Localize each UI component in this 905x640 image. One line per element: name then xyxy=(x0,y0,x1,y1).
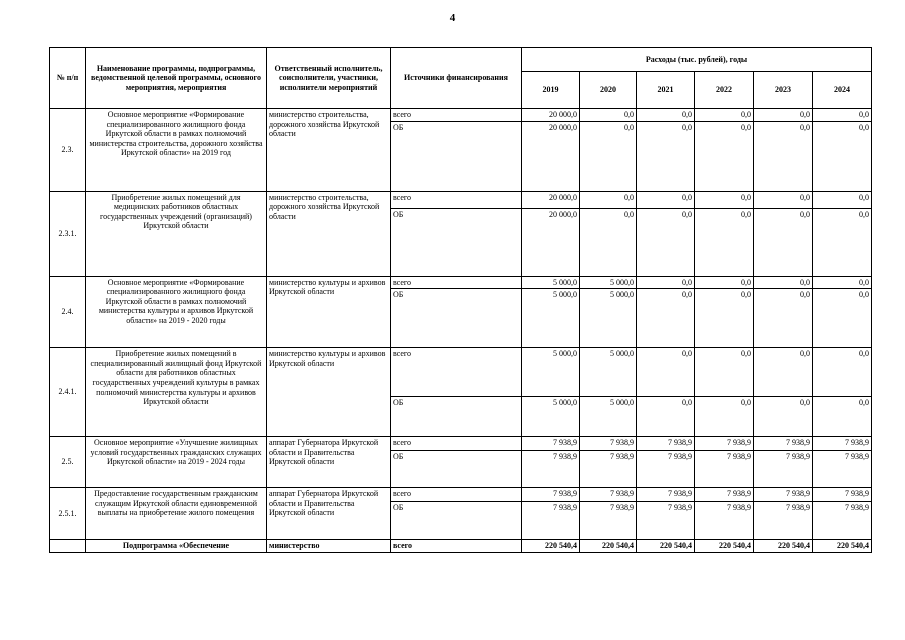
table-row xyxy=(50,191,872,208)
expense-value: 0,0 xyxy=(813,289,872,348)
expense-value: 220 540,4 xyxy=(522,540,580,553)
expense-value: 7 938,9 xyxy=(754,437,813,451)
expense-value: 7 938,9 xyxy=(637,437,695,451)
expense-value: 20 000,0 xyxy=(522,191,580,208)
expense-value: 0,0 xyxy=(580,121,637,191)
expense-value: 0,0 xyxy=(754,289,813,348)
expense-value: 0,0 xyxy=(637,191,695,208)
expense-value: 0,0 xyxy=(695,208,754,276)
header-year: 2021 xyxy=(637,72,695,109)
expense-value: 0,0 xyxy=(754,109,813,122)
expense-value: 0,0 xyxy=(813,109,872,122)
expense-value: 20 000,0 xyxy=(522,208,580,276)
header-num: № п/п xyxy=(50,48,86,109)
expense-value: 220 540,4 xyxy=(580,540,637,553)
header-year: 2024 xyxy=(813,72,872,109)
expense-value: 7 938,9 xyxy=(637,488,695,502)
expense-value: 0,0 xyxy=(813,348,872,397)
expense-value: 0,0 xyxy=(637,109,695,122)
expense-value: 0,0 xyxy=(637,348,695,397)
activity-name: Приобретение жилых помещений для медицинских работников областных государственных учреждений (организаций) Иркутской области xyxy=(86,191,267,276)
expense-value: 0,0 xyxy=(754,121,813,191)
header-year: 2020 xyxy=(580,72,637,109)
expense-value: 220 540,4 xyxy=(695,540,754,553)
expense-value: 0,0 xyxy=(637,397,695,437)
expense-value: 7 938,9 xyxy=(813,502,872,540)
expense-value: 220 540,4 xyxy=(637,540,695,553)
table-row xyxy=(50,109,872,122)
expense-value: 0,0 xyxy=(580,191,637,208)
expense-value: 5 000,0 xyxy=(522,276,580,289)
table-row xyxy=(50,276,872,289)
expense-value: 220 540,4 xyxy=(813,540,872,553)
funding-source: ОБ xyxy=(391,208,522,276)
funding-source: всего xyxy=(391,276,522,289)
activity-name: Предоставление государственным гражданским служащим Иркутской области единовременной выплаты на приобретение жилого помещения xyxy=(86,488,267,540)
expense-value: 0,0 xyxy=(695,109,754,122)
header-year: 2022 xyxy=(695,72,754,109)
expense-value: 7 938,9 xyxy=(695,437,754,451)
expense-value: 0,0 xyxy=(580,109,637,122)
responsible-executor: министерство xyxy=(267,540,391,553)
funding-source: всего xyxy=(391,437,522,451)
expense-value: 5 000,0 xyxy=(522,348,580,397)
expense-value: 0,0 xyxy=(695,348,754,397)
expense-value: 7 938,9 xyxy=(522,437,580,451)
expense-value: 7 938,9 xyxy=(522,502,580,540)
table-row xyxy=(50,348,872,397)
expense-value: 0,0 xyxy=(637,121,695,191)
funding-source: всего xyxy=(391,488,522,502)
expense-value: 0,0 xyxy=(695,191,754,208)
expense-value: 7 938,9 xyxy=(580,488,637,502)
expense-value: 7 938,9 xyxy=(813,488,872,502)
expense-value: 5 000,0 xyxy=(580,348,637,397)
table-row xyxy=(50,437,872,451)
funding-source: всего xyxy=(391,109,522,122)
row-number: 2.3.1. xyxy=(50,191,86,276)
table-row xyxy=(50,488,872,502)
expense-value: 0,0 xyxy=(813,191,872,208)
expense-value: 7 938,9 xyxy=(522,488,580,502)
expense-value: 7 938,9 xyxy=(522,451,580,488)
activity-name: Приобретение жилых помещений в специализированный жилищный фонд Иркутской области для работников областных государственных учреждений культуры в рамках полномочий министерства культуры и архивов Иркутской области xyxy=(86,348,267,437)
header-expenses: Расходы (тыс. рублей), годы xyxy=(522,48,872,72)
header-year: 2023 xyxy=(754,72,813,109)
expense-value: 5 000,0 xyxy=(522,397,580,437)
expense-value: 0,0 xyxy=(580,208,637,276)
row-number: 2.5.1. xyxy=(50,488,86,540)
expense-value: 0,0 xyxy=(813,276,872,289)
header-source: Источники финансирования xyxy=(391,48,522,109)
expense-value: 20 000,0 xyxy=(522,109,580,122)
expense-value: 0,0 xyxy=(813,208,872,276)
funding-source: ОБ xyxy=(391,451,522,488)
expense-value: 7 938,9 xyxy=(695,502,754,540)
responsible-executor: министерство строительства, дорожного хозяйства Иркутской области xyxy=(267,109,391,192)
funding-source: всего xyxy=(391,191,522,208)
expense-value: 7 938,9 xyxy=(754,488,813,502)
expense-value: 0,0 xyxy=(754,208,813,276)
header-responsible: Ответственный исполнитель, соисполнители, участники, исполнители мероприятий xyxy=(267,48,391,109)
funding-source: ОБ xyxy=(391,289,522,348)
expense-value: 0,0 xyxy=(754,191,813,208)
expense-value: 220 540,4 xyxy=(754,540,813,553)
funding-source: всего xyxy=(391,540,522,553)
expense-value: 0,0 xyxy=(637,289,695,348)
expense-value: 0,0 xyxy=(695,289,754,348)
expense-value: 0,0 xyxy=(695,397,754,437)
expense-value: 7 938,9 xyxy=(813,451,872,488)
expense-value: 7 938,9 xyxy=(754,451,813,488)
expense-value: 5 000,0 xyxy=(580,276,637,289)
funding-source: ОБ xyxy=(391,121,522,191)
expense-value: 5 000,0 xyxy=(580,397,637,437)
expense-value: 7 938,9 xyxy=(637,502,695,540)
expense-value: 7 938,9 xyxy=(813,437,872,451)
row-number xyxy=(50,540,86,553)
funding-source: ОБ xyxy=(391,502,522,540)
row-number: 2.4.1. xyxy=(50,348,86,437)
expense-value: 7 938,9 xyxy=(695,488,754,502)
expense-value: 0,0 xyxy=(695,276,754,289)
expense-value: 0,0 xyxy=(754,397,813,437)
expense-value: 7 938,9 xyxy=(695,451,754,488)
responsible-executor: министерство культуры и архивов Иркутской области xyxy=(267,276,391,348)
expense-value: 20 000,0 xyxy=(522,121,580,191)
expense-value: 0,0 xyxy=(637,276,695,289)
expense-value: 0,0 xyxy=(813,397,872,437)
activity-name: Основное мероприятие «Формирование специализированного жилищного фонда Иркутской области в рамках полномочий министерства культуры и архивов Иркутской области» на 2019 - 2020 годы xyxy=(86,276,267,348)
expenses-table xyxy=(49,47,872,553)
page-number: 4 xyxy=(449,12,456,24)
activity-name: Основное мероприятие «Формирование специализированного жилищного фонда Иркутской области в рамках полномочий министерства строительства, дорожного хозяйства Иркутской области» на 2019 год xyxy=(86,109,267,192)
activity-name: Подпрограмма «Обеспечение xyxy=(86,540,267,553)
expense-value: 7 938,9 xyxy=(580,451,637,488)
row-number: 2.5. xyxy=(50,437,86,488)
expense-value: 7 938,9 xyxy=(754,502,813,540)
responsible-executor: аппарат Губернатора Иркутской области и Правительства Иркутской области xyxy=(267,437,391,488)
responsible-executor: министерство культуры и архивов Иркутской области xyxy=(267,348,391,437)
funding-source: всего xyxy=(391,348,522,397)
expense-value: 0,0 xyxy=(754,348,813,397)
expense-value: 7 938,9 xyxy=(580,437,637,451)
row-number: 2.3. xyxy=(50,109,86,192)
activity-name: Основное мероприятие «Улучшение жилищных условий государственных гражданских служащих Иркутской области» на 2019 - 2024 годы xyxy=(86,437,267,488)
expense-value: 7 938,9 xyxy=(637,451,695,488)
expense-value: 0,0 xyxy=(695,121,754,191)
expense-value: 5 000,0 xyxy=(522,289,580,348)
responsible-executor: аппарат Губернатора Иркутской области и Правительства Иркутской области xyxy=(267,488,391,540)
expense-value: 0,0 xyxy=(813,121,872,191)
table-row-subprogram xyxy=(50,540,872,553)
expense-value: 7 938,9 xyxy=(580,502,637,540)
expense-value: 0,0 xyxy=(754,276,813,289)
row-number: 2.4. xyxy=(50,276,86,348)
expense-value: 0,0 xyxy=(637,208,695,276)
expense-value: 5 000,0 xyxy=(580,289,637,348)
header-year: 2019 xyxy=(522,72,580,109)
funding-source: ОБ xyxy=(391,397,522,437)
header-name: Наименование программы, подпрограммы, ведомственной целевой программы, основного мероприятия, мероприятия xyxy=(86,48,267,109)
responsible-executor: министерство строительства, дорожного хозяйства Иркутской области xyxy=(267,191,391,276)
